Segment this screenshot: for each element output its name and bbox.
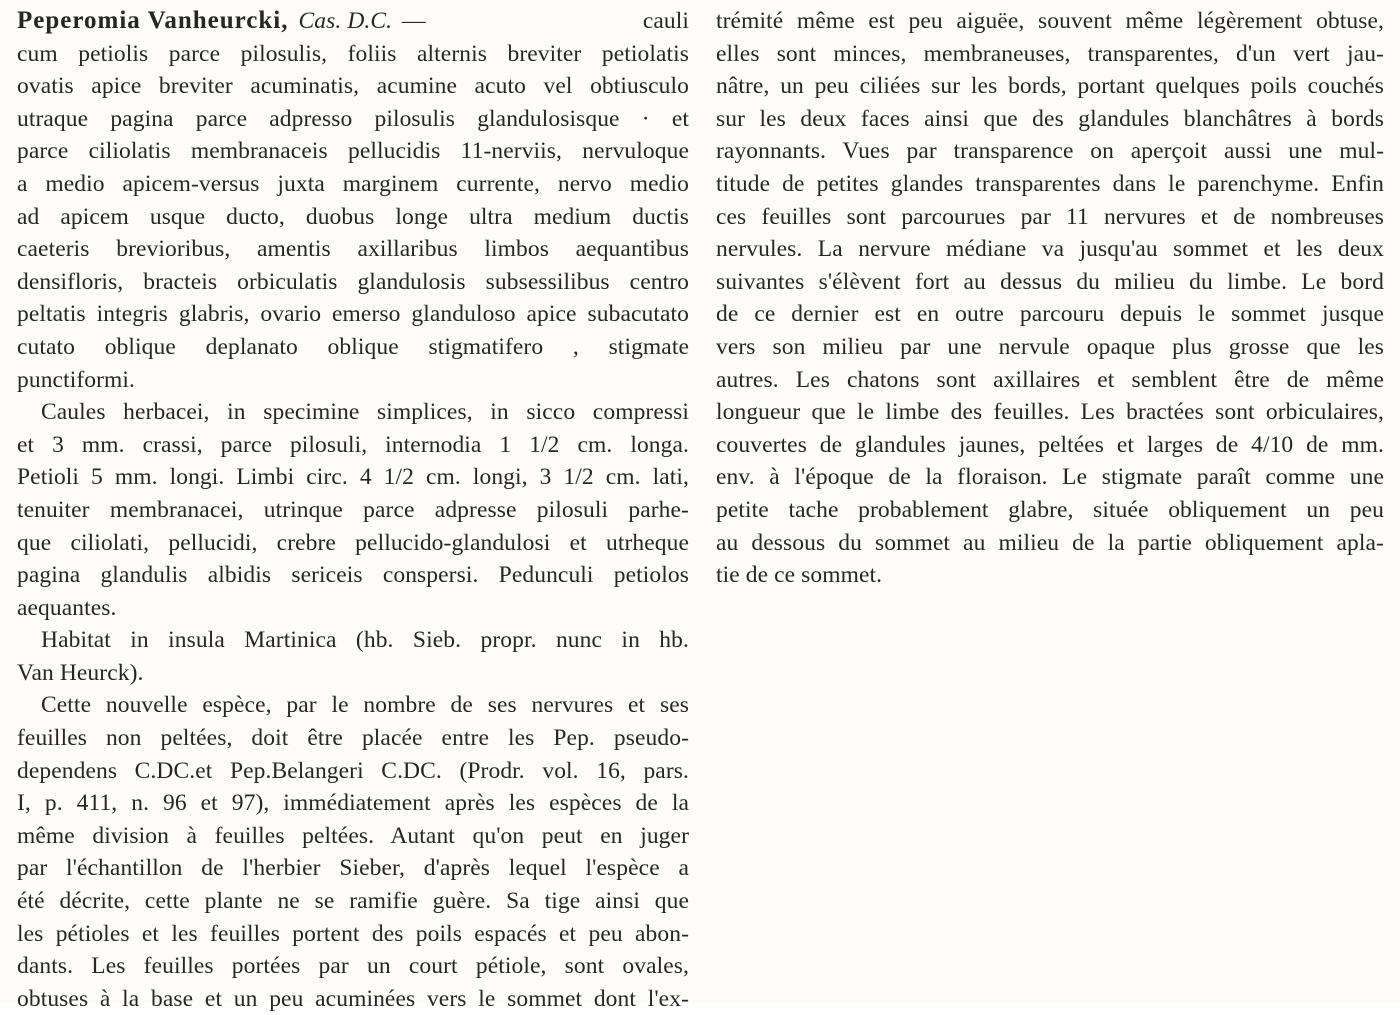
text-line: ces feuilles sont parcourues par 11 nervures et de nombreuses — [716, 203, 1384, 230]
species-name: Peperomia Vanheurcki, — [17, 7, 289, 34]
text-line: tenuiter membranacei, utrinque parce adpresse pilosuli parhe- — [17, 496, 689, 523]
text-line: au dessous du sommet au milieu de la partie obliquement apla- — [716, 529, 1384, 556]
text-line: peltatis integris glabris, ovario emerso glanduloso apice subacutato — [17, 301, 689, 328]
text-line: vers son milieu par une nervule opaque plus grosse que les — [716, 333, 1384, 360]
latin-description — [17, 396, 689, 624]
text-line: caeteris brevioribus, amentis axillaribus limbos aequantibus — [17, 236, 689, 263]
right-column — [716, 5, 1384, 592]
text-line: rayonnants. Vues par transparence on aperçoit aussi une mul- — [716, 138, 1384, 165]
text-line: aequantes. — [17, 594, 117, 621]
text-line: utraque pagina parce adpresso pilosulis glandulosisque · et — [17, 105, 689, 132]
text-line: sur les deux faces ainsi que des glandules blanchâtres à bords — [716, 105, 1384, 132]
text-line: trémité même est peu aiguëe, souvent même légèrement obtuse, — [716, 8, 1384, 34]
text-line: Habitat in insula Martinica (hb. Sieb. propr. nunc in hb. — [41, 627, 689, 654]
habitat-paragraph — [17, 624, 689, 689]
text-line: pagina glandulis albidis sericeis conspersi. Pedunculi petiolos — [17, 562, 689, 589]
text-line: cutato oblique deplanato oblique stigmatifero , stigmate — [17, 333, 689, 360]
text-line: couvertes de glandules jaunes, peltées et larges de 4/10 de mm. — [716, 431, 1384, 458]
text-line: les pétioles et les feuilles portent des poils espacés et peu abon- — [17, 920, 689, 947]
heading-line-rest: — cauli — [402, 8, 689, 34]
text-line: ovatis apice breviter acuminatis, acumine acuto vel obtiusculo — [17, 73, 689, 100]
text-line: a medio apicem-versus juxta marginem currente, nervo medio — [17, 170, 689, 197]
text-line: petite tache probablement glabre, située obliquement un peu — [716, 496, 1384, 523]
text-line: punctiformi. — [17, 366, 136, 393]
text-line: été décrite, cette plante ne se ramifie guère. Sa tige ainsi que — [17, 888, 689, 915]
text-line: titude de petites glandes transparentes dans le parenchyme. Enfin — [716, 170, 1384, 197]
species-heading-line — [17, 5, 689, 38]
text-line: dependens C.DC.et Pep.Belangeri C.DC. (Prodr. vol. 16, pars. — [17, 757, 689, 784]
latin-diagnosis — [17, 38, 689, 397]
text-line: et 3 mm. crassi, parce pilosuli, internodia 1 1/2 cm. longa. — [17, 431, 689, 458]
text-line: suivantes s'élèvent fort au dessus du milieu du limbe. Le bord — [716, 268, 1384, 295]
text-line: elles sont minces, membraneuses, transparentes, d'un vert jau- — [716, 40, 1384, 67]
text-line: cum petiolis parce pilosulis, foliis alternis breviter petiolatis — [17, 40, 689, 67]
text-line: que ciliolati, pellucidi, crebre pellucido-glandulosi et utrheque — [17, 529, 689, 556]
text-line: feuilles non peltées, doit être placée entre les Pep. pseudo- — [17, 725, 689, 752]
text-line: I, p. 411, n. 96 et 97), immédiatement après les espèces de la — [17, 790, 689, 817]
text-line: densifloris, bracteis orbiculatis glandulosis subsessilibus centro — [17, 268, 689, 295]
text-line: ad apicem usque ducto, duobus longe ultra medium ductis — [17, 203, 689, 230]
left-column — [17, 5, 689, 1015]
text-line: nâtre, un peu ciliées sur les bords, portant quelques poils couchés — [716, 73, 1384, 100]
text-line: par l'échantillon de l'herbier Sieber, d'après lequel l'espèce a — [17, 855, 689, 882]
text-line: Cette nouvelle espèce, par le nombre de ses nervures et ses — [41, 692, 689, 719]
text-line: dants. Les feuilles portées par un court pétiole, sont ovales, — [17, 953, 689, 980]
text-line: tie de ce sommet. — [716, 562, 883, 589]
text-line: longueur que le limbe des feuilles. Les bractées sont orbiculaires, — [716, 399, 1384, 426]
text-line: autres. Les chatons sont axillaires et semblent être de même — [716, 366, 1384, 393]
text-line: de ce dernier est en outre parcouru depuis le sommet jusque — [716, 301, 1384, 328]
text-line: Petioli 5 mm. longi. Limbi circ. 4 1/2 cm. longi, 3 1/2 cm. lati, — [17, 464, 689, 491]
text-line: nervules. La nervure médiane va jusqu'au sommet et les deux — [716, 236, 1384, 263]
text-line: même division à feuilles peltées. Autant qu'on peut en juger — [17, 822, 689, 849]
french-commentary — [17, 689, 689, 1015]
text-line: obtuses à la base et un peu acuminées vers le sommet dont l'ex- — [17, 985, 689, 1012]
species-author: Cas. D.C. — [298, 8, 393, 34]
text-line: Van Heurck). — [17, 659, 144, 686]
text-line: env. à l'époque de la floraison. Le stigmate paraît comme une — [716, 464, 1384, 491]
text-line: Caules herbacei, in specimine simplices, in sicco compressi — [41, 399, 689, 426]
text-line: parce ciliolatis membranaceis pellucidis 11-nerviis, nervuloque — [17, 138, 689, 165]
